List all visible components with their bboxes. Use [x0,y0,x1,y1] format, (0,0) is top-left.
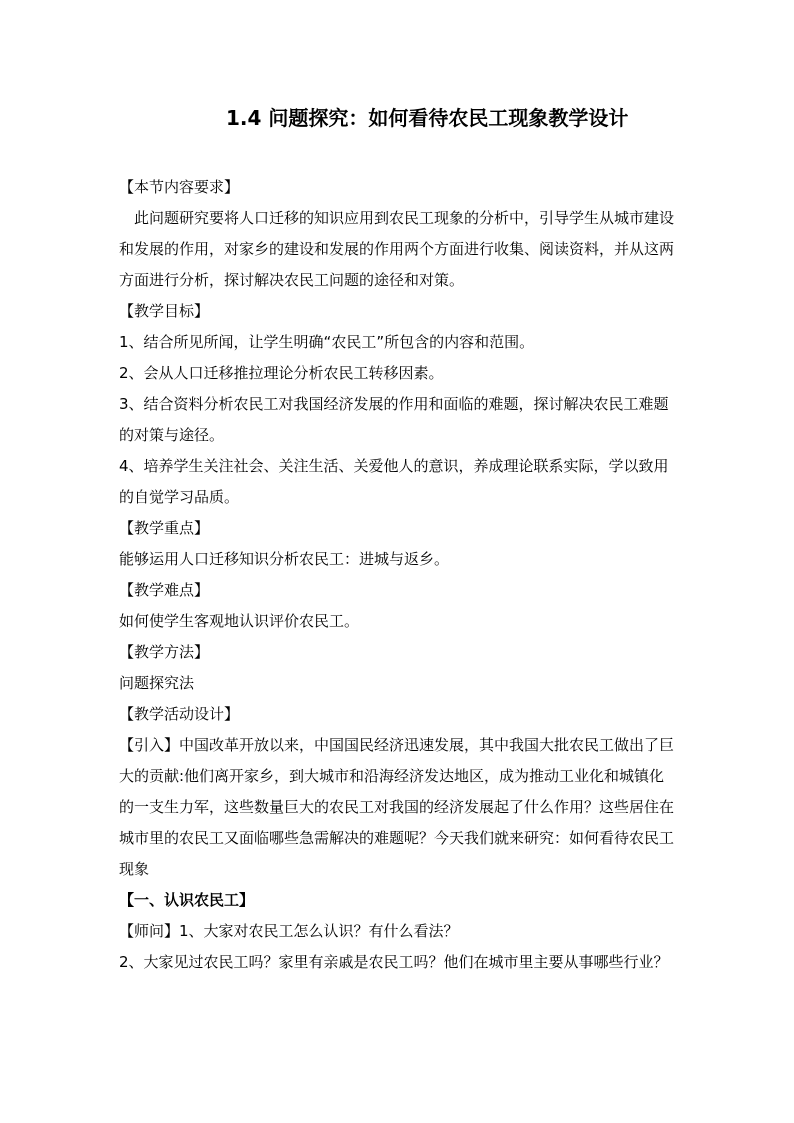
section-heading-difficulties: 【教学难点】 [119,581,210,599]
goal-item-2: 2、会从人口迁移推拉理论分析农民工转移因素。 [119,364,444,382]
section-heading-methods: 【教学方法】 [119,643,210,661]
goal-item-1: 1、结合所见所闻，让学生明确“农民工”所包含的内容和范围。 [119,333,535,351]
goal-item-3: 3、结合资料分析农民工对我国经济发展的作用和面临的难题，探讨解决农民工难题的对策与途径。 [119,395,669,444]
teacher-question-1: 【师问】1、大家对农民工怎么认识？有什么看法？ [119,922,459,940]
section-heading-content-requirements: 【本节内容要求】 [119,178,240,196]
document-body [119,172,679,978]
key-points-text: 能够运用人口迁移知识分析农民工：进城与返乡。 [119,550,450,568]
section-heading-teaching-goals: 【教学目标】 [119,302,210,320]
introduction-paragraph: 【引入】中国改革开放以来，中国国民经济迅速发展，其中我国大批农民工做出了巨大的贡献:他们离开家乡，到大城市和沿海经济发达地区，成为推动工业化和城镇化的一支生力军，这些数量巨大的农民工对我国的经济发展起了什么作用？这些居住在城市里的农民工又面临哪些急需解决的难题呢？今天我们就来研究：如何看待农民工现象 [119,736,675,878]
methods-text: 问题探究法 [119,674,195,692]
document-title: 1.4 问题探究：如何看待农民工现象教学设计 [226,106,629,130]
difficulties-text: 如何使学生客观地认识评价农民工。 [119,612,360,630]
section-heading-key-points: 【教学重点】 [119,519,210,537]
section-heading-understand-migrant-workers: 【一、认识农民工】 [119,891,255,909]
paragraph-content-requirements: 此问题研究要将人口迁移的知识应用到农民工现象的分析中，引导学生从城市建设和发展的作用，对家乡的建设和发展的作用两个方面进行收集、阅读资料，并从这两方面进行分析，探讨解决农民工问题的途径和对策。 [119,209,675,289]
goal-item-4: 4、培养学生关注社会、关注生活、关爱他人的意识，养成理论联系实际，学以致用的自觉学习品质。 [119,457,669,506]
section-heading-activity-design: 【教学活动设计】 [119,705,240,723]
teacher-question-2: 2、大家见过农民工吗？家里有亲戚是农民工吗？他们在城市里主要从事哪些行业？ [119,953,669,971]
